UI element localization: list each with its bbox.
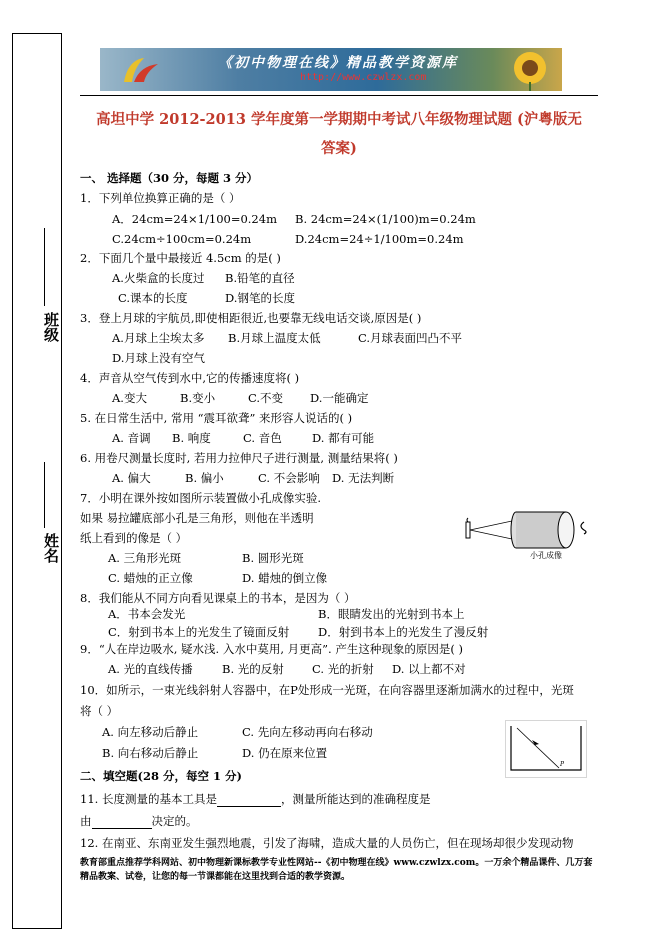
q9-option-c: C. 光的折射 — [312, 662, 374, 676]
question-1: 1．下列单位换算正确的是（ ） — [80, 191, 241, 205]
pinhole-figure-caption: 小孔成像 — [530, 551, 562, 560]
question-10: 10．如所示，一束光线斜射人容器中，在P处形成一光斑，在向容器里逐渐加满水的过程中，光斑 — [80, 683, 574, 697]
pinhole-camera-figure — [462, 500, 592, 560]
question-8: 8．我们能从不同方向看见课桌上的书本，是因为（ ） — [80, 591, 356, 605]
q8-option-d: D．射到书本上的光发生了漫反射 — [318, 625, 489, 639]
q11-text-pre: 11. 长度测量的基本工具是 — [80, 792, 217, 806]
question-7-line3: 纸上看到的像是（ ） — [80, 531, 188, 545]
q5-option-c: C. 音色 — [243, 431, 282, 445]
q8-option-b: B．眼睛发出的光射到书本上 — [318, 607, 465, 621]
section-2-heading: 二、填空题(28 分，每空 1 分) — [80, 769, 242, 783]
class-label: 班级 — [42, 312, 60, 342]
q11-blank-2[interactable] — [92, 816, 152, 829]
q5-option-a: A. 音调 — [112, 431, 151, 445]
question-12: 12. 在南亚、东南亚发生强烈地震，引发了海啸，造成大量的人员伤亡，但在现场却很少发现动物 — [80, 836, 574, 850]
q11-line2-post: 决定的。 — [151, 814, 198, 828]
q7-option-a: A. 三角形光斑 — [108, 551, 182, 565]
question-11-line2 — [80, 813, 198, 829]
q4-option-d: D.一能确定 — [310, 391, 369, 405]
binding-margin-box — [12, 33, 62, 929]
q4-option-b: B.变小 — [180, 391, 216, 405]
q2-option-d: D.钢笔的长度 — [225, 291, 295, 305]
q2-option-c: C.课本的长度 — [118, 291, 188, 305]
q2-option-a: A.火柴盒的长度过 — [112, 271, 205, 285]
q8-option-c: C．射到书本上的光发生了镜面反射 — [108, 625, 290, 639]
q6-option-d: D. 无法判断 — [332, 471, 395, 485]
q10-option-b: C. 先向左移动再向右移动 — [242, 725, 373, 739]
q5-option-b: B. 响度 — [172, 431, 211, 445]
q5-option-d: D. 都有可能 — [312, 431, 375, 445]
q3-option-d: D.月球上没有空气 — [112, 351, 205, 365]
q3-option-a: A.月球上尘埃太多 — [112, 331, 205, 345]
q1-option-c: C.24cm÷100cm=0.24m — [112, 232, 252, 246]
q9-option-d: D. 以上都不对 — [392, 662, 466, 676]
name-label: 姓名 — [42, 533, 60, 563]
q11-blank-1[interactable] — [217, 794, 281, 807]
question-10-line2: 将（ ） — [80, 704, 119, 718]
q7-option-c: C. 蜡烛的正立像 — [108, 571, 193, 585]
q10-option-d: D. 仍在原来位置 — [242, 746, 328, 760]
svg-text:P: P — [560, 761, 565, 768]
q9-option-b: B. 光的反射 — [222, 662, 284, 676]
sunflower-icon — [496, 48, 556, 91]
q6-option-c: C. 不会影响 — [258, 471, 320, 485]
q1-option-a: A．24cm=24×1/100=0.24m — [112, 212, 277, 226]
name-blank-line — [44, 462, 45, 528]
q4-option-a: A.变大 — [112, 391, 147, 405]
class-blank-line — [44, 228, 45, 306]
question-4: 4．声音从空气传到水中,它的传播速度将( ) — [80, 371, 300, 385]
q4-option-c: C.不变 — [248, 391, 284, 405]
q10-option-a: A. 向左移动后静止 — [102, 725, 199, 739]
q2-option-b: B.铅笔的直径 — [225, 271, 295, 285]
q11-line2-pre: 由 — [80, 814, 92, 828]
container-light-figure — [505, 720, 587, 778]
question-2: 2．下面几个量中最接近 4.5cm 的是( ) — [80, 251, 281, 265]
section-1-heading: 一、 选择题（30 分，每题 3 分） — [80, 171, 259, 185]
site-logo-icon — [118, 54, 162, 86]
question-5: 5. 在日常生活中, 常用 “震耳欲聋” 来形容人说话的( ) — [80, 411, 353, 425]
exam-title-line1: 高坦中学 2012-2013 学年度第一学期期中考试八年级物理试题 (沪粤版无 — [96, 111, 582, 128]
question-7: 7．小明在课外按如图所示装置做小孔成像实验. — [80, 491, 321, 505]
header-rule — [80, 95, 598, 96]
q1-option-d: D.24cm=24÷1/100m=0.24m — [295, 232, 464, 246]
q6-option-b: B. 偏小 — [185, 471, 224, 485]
q7-option-b: B. 圆形光斑 — [242, 551, 304, 565]
q10-option-c: B. 向右移动后静止 — [102, 746, 199, 760]
banner-title: 《初中物理在线》精品教学资源库 — [218, 55, 458, 71]
footer-note: 教育部重点推荐学科网站、初中物理新课标教学专业性网站--《初中物理在线》www.czwlzx.com。一万余个精品课件、几万套精品教案、试卷，让您的每一节课都能在这里找到合适的教学资源。 — [80, 858, 593, 882]
banner-url: http://www.czwlzx.com — [300, 72, 427, 83]
q11-text-post: ，测量所能达到的准确程度是 — [280, 792, 431, 806]
q7-option-d: D. 蜡烛的倒立像 — [242, 571, 328, 585]
exam-title-line2: 答案) — [321, 140, 357, 157]
question-9: 9．“人在岸边吸水, 疑水浅. 入水中莫用, 月更高”. 产生这种现象的原因是( ) — [80, 642, 463, 656]
header-banner — [100, 48, 562, 91]
q3-option-b: B.月球上温度太低 — [228, 331, 321, 345]
q9-option-a: A. 光的直线传播 — [108, 662, 193, 676]
question-7-line2: 如果 易拉罐底部小孔是三角形，则他在半透明 — [80, 511, 314, 525]
q6-option-a: A. 偏大 — [112, 471, 151, 485]
question-6: 6. 用卷尺测量长度时, 若用力拉伸尺子进行测量, 测量结果将( ) — [80, 451, 398, 465]
q1-option-b: B. 24cm=24×(1/100)m=0.24m — [295, 212, 476, 226]
q8-option-a: A．书本会发光 — [108, 607, 186, 621]
question-3: 3．登上月球的宇航员,即使相距很近,也要靠无线电话交谈,原因是( ) — [80, 311, 422, 325]
question-11 — [80, 791, 430, 807]
q3-option-c: C.月球表面凹凸不平 — [358, 331, 463, 345]
